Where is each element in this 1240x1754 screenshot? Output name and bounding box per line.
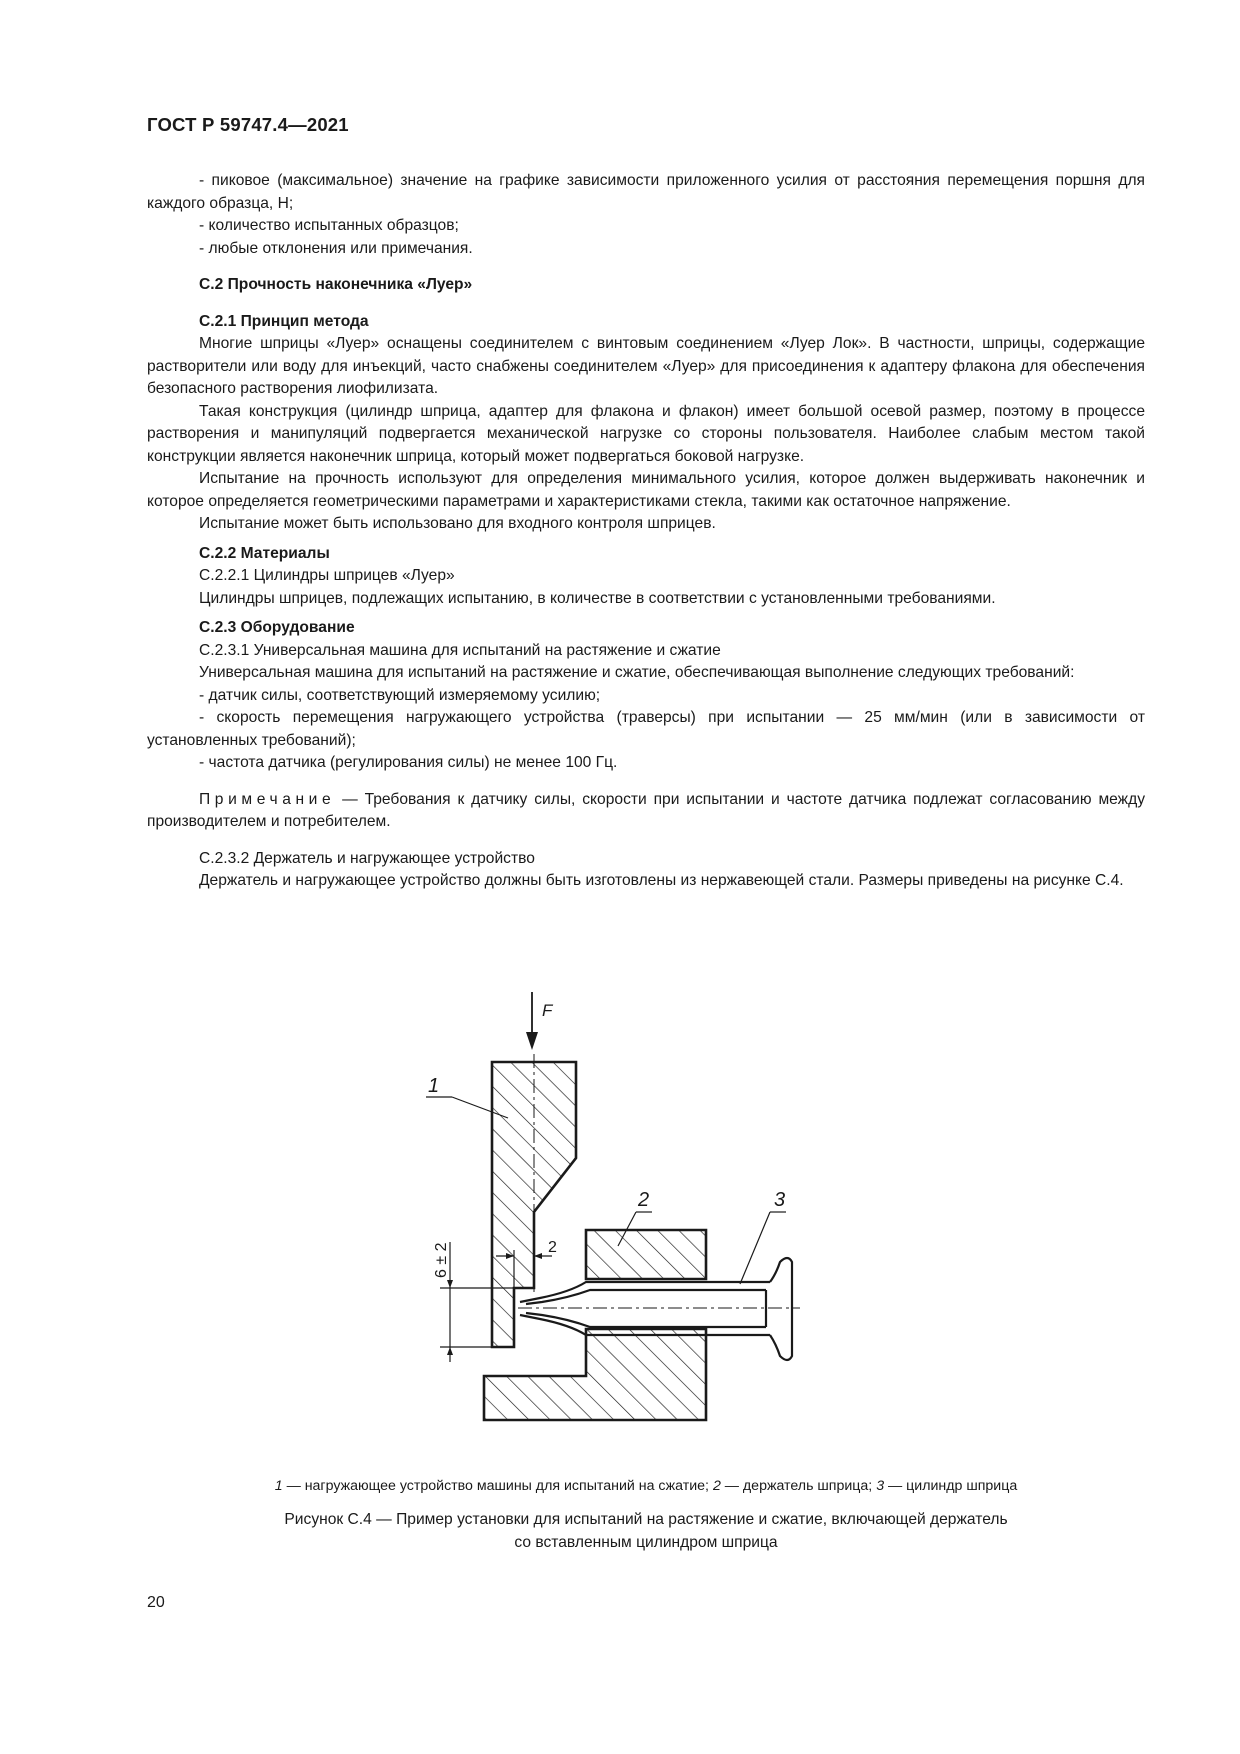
- section-heading-c23: С.2.3 Оборудование: [199, 619, 355, 636]
- paragraph: Цилиндры шприцев, подлежащих испытанию, в количестве в соответствии с установленными требованиями.: [199, 589, 996, 607]
- caption-line: Рисунок С.4 — Пример установки для испытаний на растяжение и сжатие, включающей держатель: [284, 1511, 1008, 1528]
- section-heading-c21: С.2.1 Принцип метода: [199, 312, 369, 330]
- subsection-title: С.2.3.2 Держатель и нагружающее устройство: [199, 849, 535, 867]
- figure-legend: [147, 1476, 1145, 1496]
- item-label-1: 1: [428, 1075, 440, 1097]
- document-body: [147, 170, 1145, 893]
- item-label-2: 2: [638, 1189, 650, 1211]
- legend-text: — цилиндр шприца: [884, 1478, 1018, 1494]
- list-item: - пиковое (максимальное) значение на графике зависимости приложенного усилия от расстояния перемещения поршня для каждого образца, Н;: [147, 172, 1145, 212]
- paragraph: Держатель и нагружающее устройство должны быть изготовлены из нержавеющей стали. Размеры приведены на рисунке С.4.: [199, 872, 1124, 889]
- section-heading-c2: С.2 Прочность наконечника «Луер»: [199, 276, 473, 293]
- legend-text: — держатель шприца;: [720, 1478, 877, 1494]
- list-item: - скорость перемещения нагружающего устройства (траверсы) при испытании — 25 мм/мин (или в зависимости от установленных требований);: [147, 709, 1145, 749]
- legend-num: 3: [876, 1478, 885, 1494]
- force-label: F: [542, 1001, 553, 1020]
- caption-line: со вставленным цилиндром шприца: [514, 1534, 778, 1551]
- list-item: - любые отклонения или примечания.: [199, 239, 473, 257]
- legend-text: — нагружающее устройство машины для испытаний на сжатие;: [282, 1478, 713, 1494]
- page-number: 20: [147, 1594, 165, 1611]
- leader-line: [740, 1212, 770, 1284]
- document-header: ГОСТ Р 59747.4—2021: [147, 114, 349, 135]
- legend-num: 1: [274, 1478, 283, 1494]
- list-item: - частота датчика (регулирования силы) не менее 100 Гц.: [199, 754, 618, 771]
- force-arrow: [526, 992, 538, 1050]
- paragraph: Многие шприцы «Луер» оснащены соединителем с винтовым соединением «Луер Лок». В частности, шприцы, содержащие растворители или воду для инъекций, часто снабжены соединителем «Луер» для присоединения к адаптеру флакона для обеспечения безопасного растворения лиофилизата.: [147, 335, 1145, 397]
- holder-upper-block: [586, 1230, 706, 1279]
- figure-c4: [428, 992, 1100, 1390]
- paragraph: Испытание может быть использовано для входного контроля шприцев.: [199, 515, 716, 532]
- paragraph: Такая конструкция (цилиндр шприца, адаптер для флакона и флакон) имеет большой осевой размер, поэтому в процессе растворения и манипуляций подвергается механической нагрузке со стороны пользователя. Наиболее слабым местом такой конструкции является наконечник шприца, который может подвергаться боковой нагрузке.: [147, 402, 1145, 465]
- dimension-arrow: [447, 1347, 453, 1355]
- paragraph: Испытание на прочность используют для определения минимального усилия, которое должен выдерживать наконечник и которое определяется геометрическими параметрами и характеристиками стекла, такими как остаточное напряжение.: [147, 470, 1145, 510]
- holder-lower-block: [484, 1329, 706, 1420]
- list-item: - датчик силы, соответствующий измеряемому усилию;: [199, 686, 601, 704]
- subsection-title: С.2.3.1 Универсальная машина для испытаний на растяжение и сжатие: [199, 641, 721, 659]
- gap-dimension-label: 2: [548, 1239, 557, 1256]
- height-dimension-label: 6 ± 2: [433, 1242, 450, 1278]
- section-heading-c22: С.2.2 Материалы: [199, 544, 330, 562]
- dimension-arrow: [447, 1280, 453, 1288]
- subsection-title: С.2.2.1 Цилиндры шприцев «Луер»: [199, 567, 455, 584]
- note-text: — Требования к датчику силы, скорости при испытании и частоте датчика подлежат согласованию между производителем и потребителем.: [147, 790, 1145, 830]
- note: [147, 789, 1145, 834]
- list-item: - количество испытанных образцов;: [199, 217, 459, 234]
- legend-num: 2: [712, 1478, 721, 1494]
- item-label-3: 3: [774, 1189, 786, 1211]
- note-label: Примечание: [199, 790, 336, 808]
- figure-caption: [147, 1508, 1145, 1554]
- paragraph: Универсальная машина для испытаний на растяжение и сжатие, обеспечивающая выполнение следующих требований:: [199, 664, 1075, 681]
- figure-drawing: [428, 992, 1100, 1390]
